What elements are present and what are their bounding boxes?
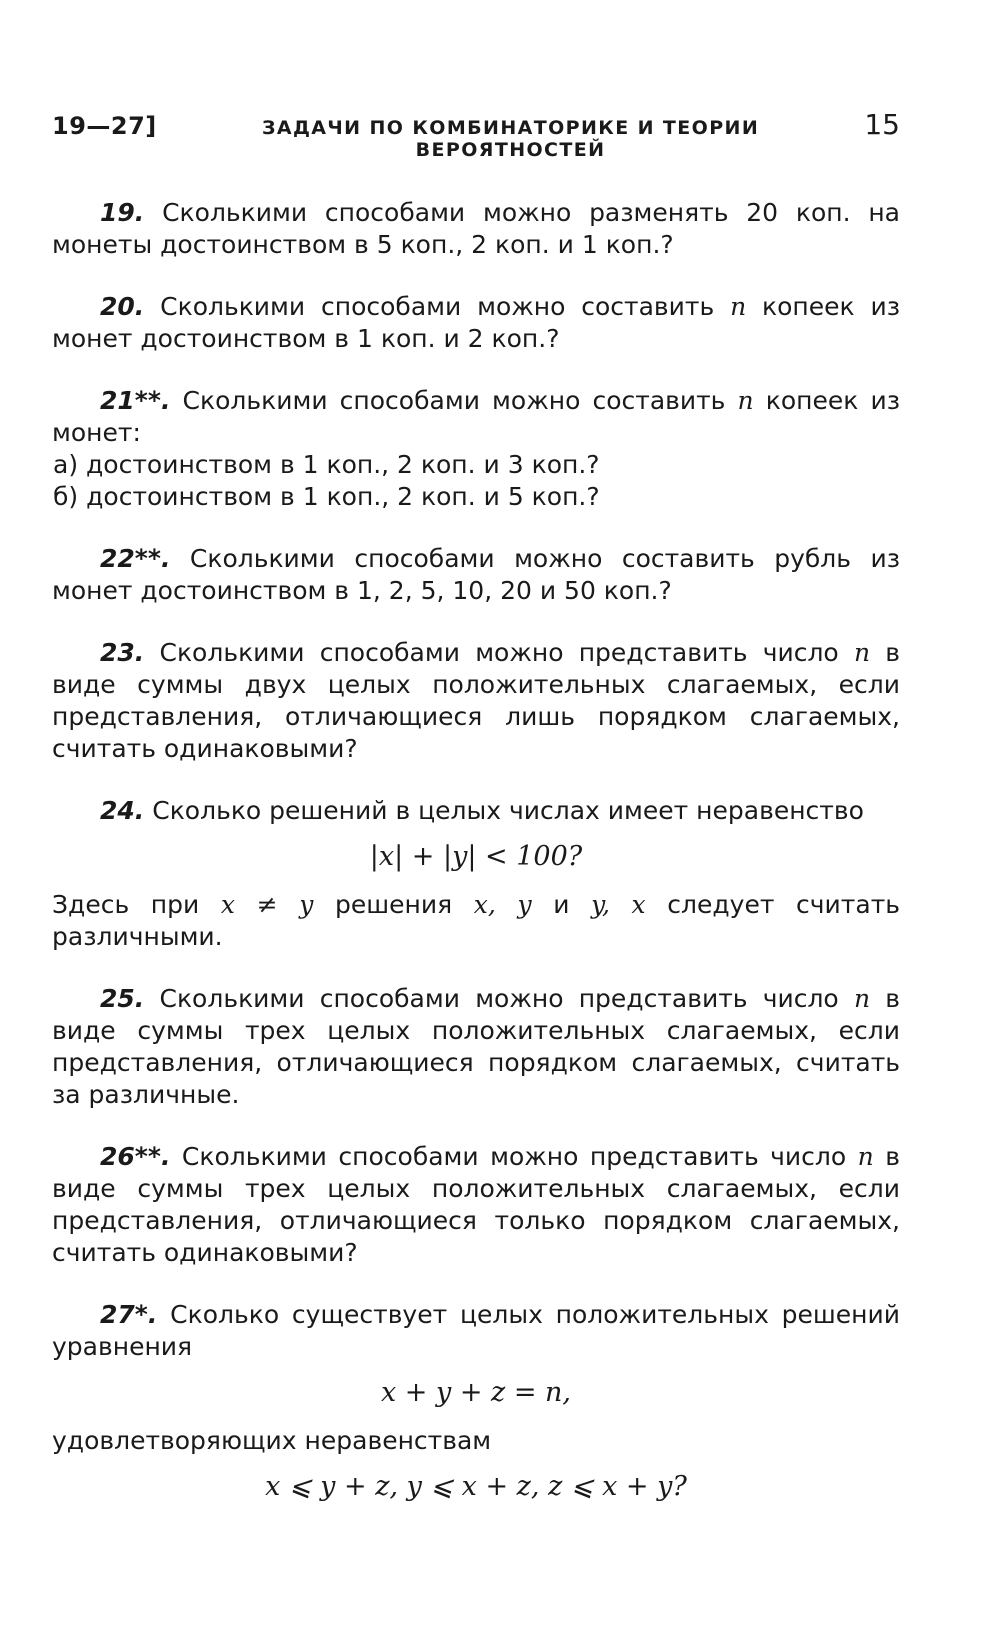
problem-number: 25.	[100, 984, 145, 1013]
problem-number: 26**.	[100, 1142, 171, 1171]
sub-item-a: а) достоинством в 1 коп., 2 коп. и 3 коп.?	[53, 450, 600, 479]
book-page	[52, 108, 900, 1535]
variable-n: n	[853, 984, 871, 1013]
problem-number: 19.	[100, 198, 145, 227]
problem-number: 22**.	[100, 544, 171, 573]
problem-20	[52, 291, 900, 355]
problem-number: 20.	[100, 292, 145, 321]
variable-n: n	[730, 292, 747, 321]
problem-number: 24.	[100, 796, 145, 825]
running-header	[52, 108, 900, 161]
note-text: и	[553, 890, 570, 919]
problem-text: в виде суммы трех целых положительных слагаемых, если представления, отличающиеся только порядком слагаемых, считать одинаковыми?	[52, 1142, 900, 1267]
problem-text: в виде суммы двух целых положительных слагаемых, если представления, отличающиеся лишь порядком слагаемых, считать одинаковыми?	[52, 638, 900, 763]
chapter-title: ЗАДАЧИ ПО КОМБИНАТОРИКЕ И ТЕОРИИ ВЕРОЯТНОСТЕЙ	[261, 117, 760, 161]
sub-item-b: б) достоинством в 1 коп., 2 коп. и 5 коп.?	[53, 482, 600, 511]
problem-number: 23.	[100, 638, 145, 667]
variable-n: n	[737, 386, 754, 415]
problem-text: в виде суммы трех целых положительных слагаемых, если представления, отличающиеся порядком слагаемых, считать за различные.	[52, 984, 900, 1109]
problem-19	[52, 197, 900, 261]
note-text: следует считать различными.	[52, 890, 900, 951]
variable-n: n	[857, 1142, 874, 1171]
problem-text: Сколькими способами можно представить число	[159, 984, 839, 1013]
problem-text: Сколькими способами можно представить число	[159, 638, 839, 667]
formula-inline: x ≠ y	[220, 890, 314, 919]
formula: x + y + z = n,	[380, 1377, 572, 1408]
problem-text: Сколько решений в целых числах имеет неравенство	[152, 796, 864, 825]
variable-n: n	[853, 638, 871, 667]
problem-text: Сколькими способами можно представить число	[181, 1142, 847, 1171]
formula: x ⩽ y + z, y ⩽ x + z, z ⩽ x + y?	[265, 1471, 687, 1502]
problem-text: копеек из монет достоинством в 1 коп. и 2 коп.?	[52, 292, 900, 353]
problem-21	[52, 385, 900, 513]
problem-26	[52, 1141, 900, 1269]
formula-inline: x, y	[473, 890, 532, 919]
problem-text: Сколько существует целых положительных решений уравнения	[52, 1300, 900, 1361]
formula-inline: y, x	[591, 890, 646, 919]
problem-range: 19—27]	[52, 112, 157, 140]
problem-22	[52, 543, 900, 607]
problem-text: Сколькими способами можно составить рубль из монет достоинством в 1, 2, 5, 10, 20 и 50 коп.?	[52, 544, 901, 605]
formula: |x| + |y| < 100?	[369, 841, 583, 872]
problem-text: Сколькими способами можно составить	[182, 386, 726, 415]
problem-number: 27*.	[100, 1300, 158, 1329]
problem-25	[52, 983, 900, 1111]
problem-27	[52, 1299, 900, 1505]
page-number: 15	[864, 108, 900, 141]
note-text: Здесь при	[52, 890, 200, 919]
problem-23	[52, 637, 900, 765]
problem-24	[52, 795, 900, 953]
problem-text: Сколькими способами можно разменять 20 коп. на монеты достоинством в 5 коп., 2 коп. и 1 коп.?	[52, 198, 901, 259]
problem-text: копеек из монет:	[52, 386, 900, 447]
note-text: решения	[335, 890, 453, 919]
problem-number: 21**.	[100, 386, 171, 415]
problem-text: Сколькими способами можно составить	[160, 292, 715, 321]
problem-text: удовлетворяющих неравенствам	[52, 1426, 492, 1455]
